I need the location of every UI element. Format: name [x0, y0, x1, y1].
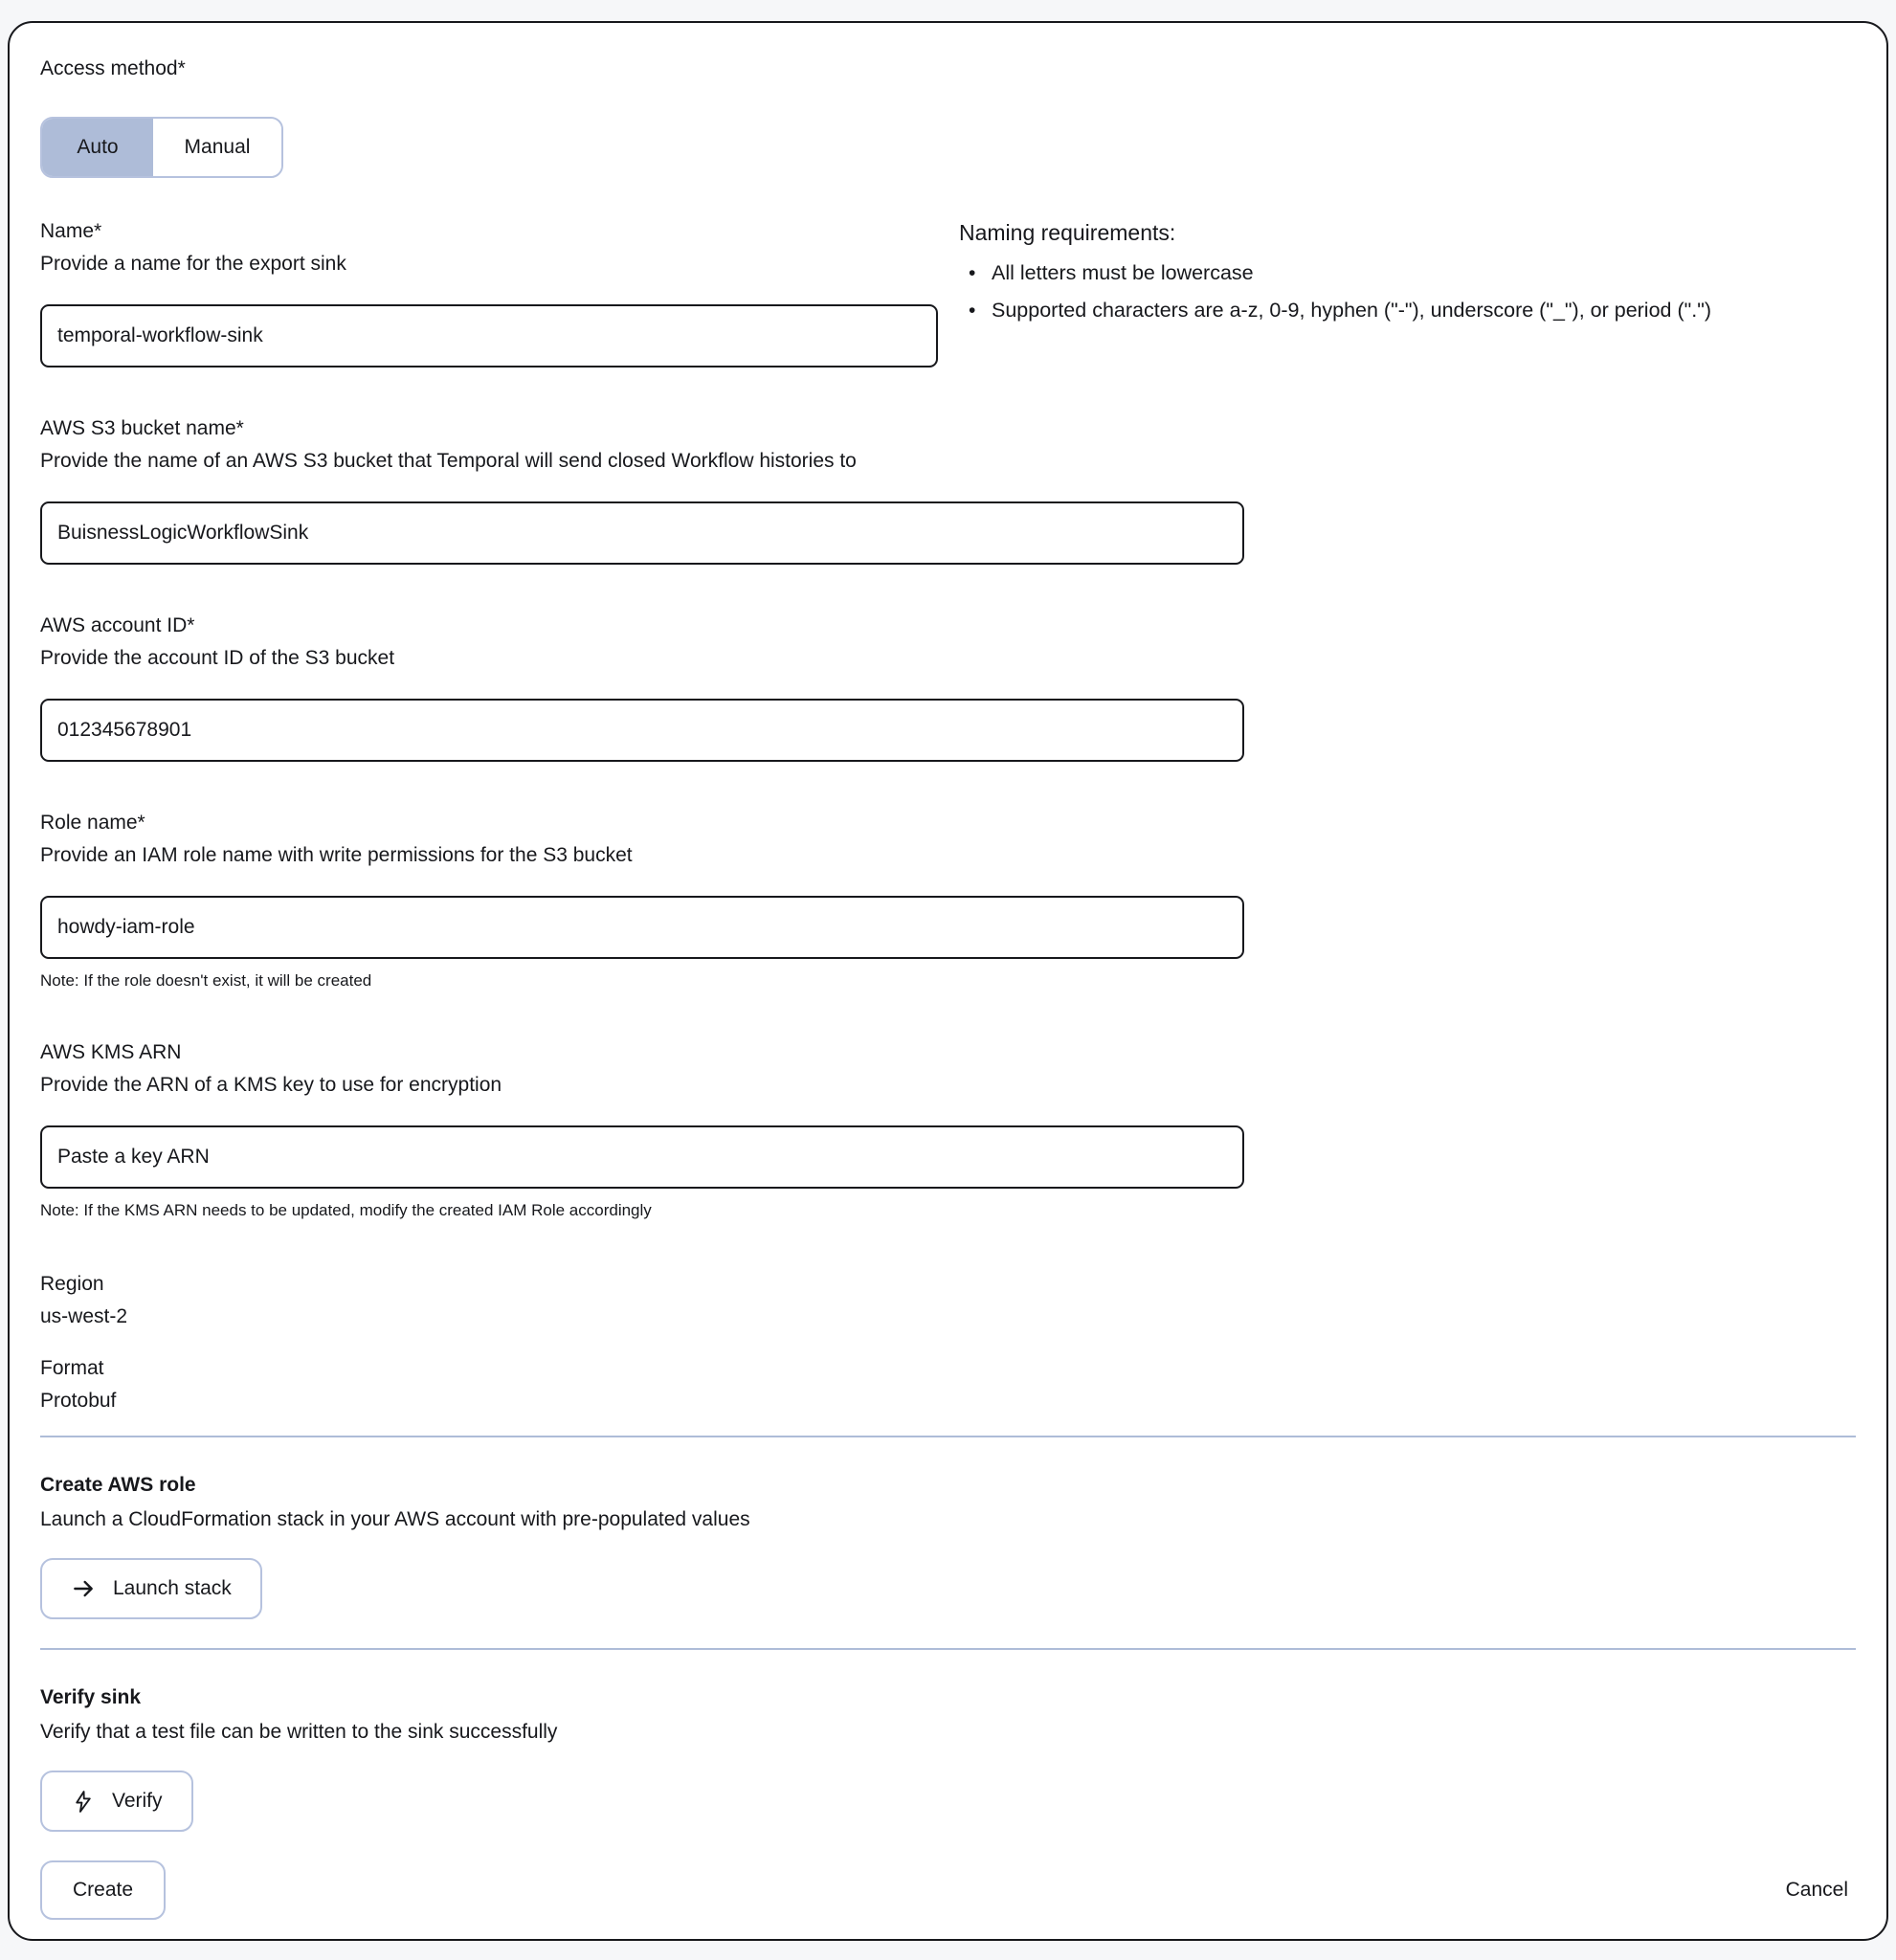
create-aws-role-title: Create AWS role	[40, 1474, 196, 1496]
kms-arn-note: Note: If the KMS ARN needs to be updated, modify the created IAM Role accordingly	[40, 1201, 652, 1219]
role-name-note: Note: If the role doesn't exist, it will be created	[40, 971, 372, 990]
role-name-description: Provide an IAM role name with write permissions for the S3 bucket	[40, 844, 633, 866]
format-value: Protobuf	[40, 1390, 117, 1412]
section-divider	[40, 1648, 1856, 1650]
launch-stack-button[interactable]	[40, 1558, 262, 1619]
lightning-icon	[71, 1790, 95, 1814]
kms-arn-label: AWS KMS ARN	[40, 1041, 182, 1063]
verify-sink-description: Verify that a test file can be written to the sink successfully	[40, 1721, 558, 1743]
account-id-description: Provide the account ID of the S3 bucket	[40, 647, 395, 669]
s3-bucket-label: AWS S3 bucket name*	[40, 417, 244, 439]
naming-requirement-item: • Supported characters are a-z, 0-9, hyphen ("-"), underscore ("_"), or period (".")	[959, 296, 1849, 325]
kms-arn-input[interactable]	[40, 1125, 1244, 1189]
role-name-input[interactable]	[40, 896, 1244, 959]
name-label: Name*	[40, 220, 102, 242]
naming-requirement-item: • All letters must be lowercase	[959, 258, 1849, 288]
account-id-label: AWS account ID*	[40, 614, 195, 636]
access-method-option-manual[interactable]: Manual	[153, 119, 281, 176]
s3-bucket-description: Provide the name of an AWS S3 bucket that Temporal will send closed Workflow histories to	[40, 450, 857, 472]
role-name-label: Role name*	[40, 812, 145, 834]
create-aws-role-description: Launch a CloudFormation stack in your AWS account with pre-populated values	[40, 1508, 750, 1530]
s3-bucket-input[interactable]	[40, 501, 1244, 565]
naming-requirements-title: Naming requirements:	[959, 220, 1176, 245]
format-label: Format	[40, 1357, 104, 1379]
verify-button[interactable]	[40, 1771, 193, 1832]
launch-stack-label: Launch stack	[113, 1577, 232, 1599]
export-sink-form	[8, 21, 1888, 1941]
verify-label: Verify	[112, 1790, 163, 1812]
cancel-button[interactable]: Cancel	[1785, 1879, 1848, 1901]
access-method-option-auto[interactable]: Auto	[42, 119, 153, 176]
access-method-label: Access method*	[40, 57, 186, 79]
name-description: Provide a name for the export sink	[40, 253, 346, 275]
naming-requirements	[959, 218, 1856, 368]
region-value: us-west-2	[40, 1305, 128, 1327]
section-divider	[40, 1436, 1856, 1437]
account-id-input[interactable]	[40, 699, 1244, 762]
name-input[interactable]	[40, 304, 938, 368]
arrow-right-icon	[71, 1576, 96, 1601]
kms-arn-description: Provide the ARN of a KMS key to use for encryption	[40, 1074, 502, 1096]
verify-sink-title: Verify sink	[40, 1686, 142, 1708]
create-button[interactable]: Create	[40, 1860, 166, 1920]
access-method-toggle	[40, 117, 283, 178]
naming-requirements-list	[959, 258, 1856, 325]
region-label: Region	[40, 1273, 104, 1295]
